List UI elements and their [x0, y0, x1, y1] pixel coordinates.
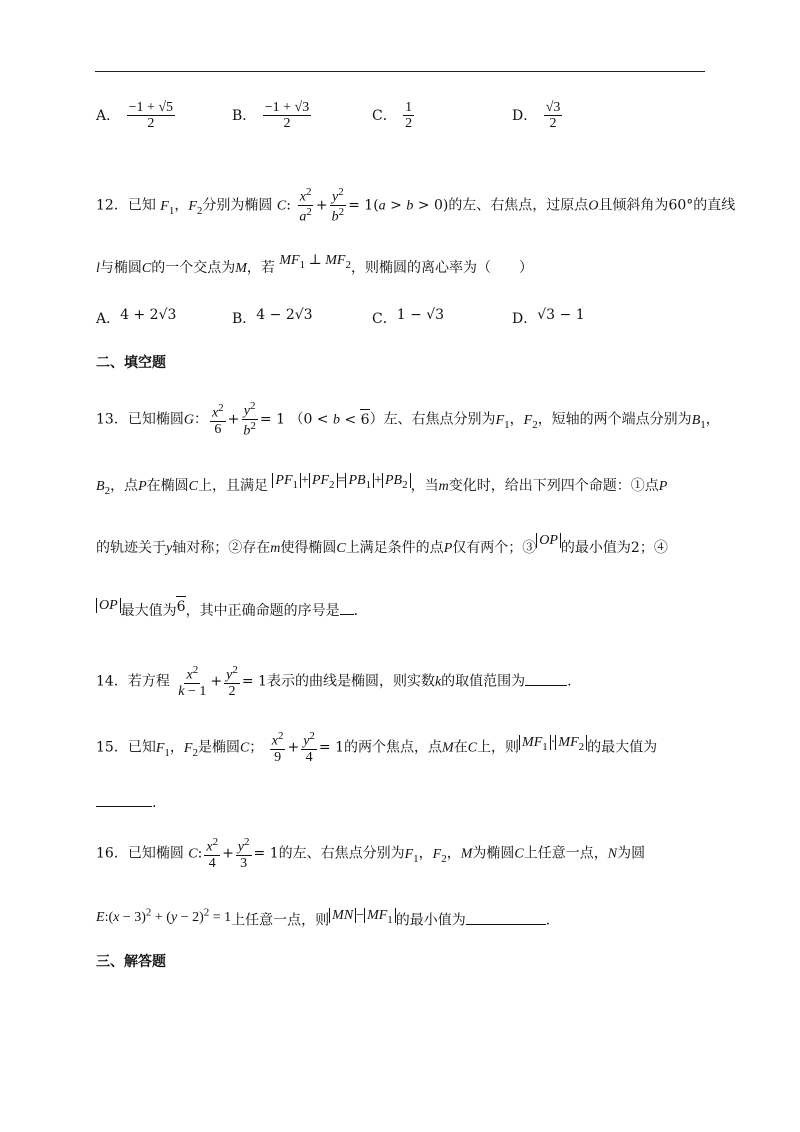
- text: 轴对称；②存在: [172, 540, 271, 556]
- text: ，则椭圆的离心率为（ ）: [350, 260, 533, 276]
- math-c: C: [141, 261, 152, 276]
- math-product: $MF_1 \cdot MF_2$: [519, 735, 587, 750]
- math-f1: $F_1$: [160, 198, 175, 217]
- math-f1: $F_1$: [155, 740, 170, 759]
- math-f1: $F_1$: [404, 846, 419, 865]
- q16-line-2: [96, 906, 550, 935]
- q13-line-1: 13．已知椭圆G： $\frac{x^2}{6}$ + $\frac{y^2}{b^2}$ = 1 （0 < b < 6）左、右焦点分别为$F_1$，$F_2$，短轴的两个端点分别为$B_1$，: [96, 400, 720, 439]
- text: ，当: [410, 478, 439, 494]
- answer-blank[interactable]: [466, 910, 546, 925]
- text: 的左、右焦点分别为: [278, 845, 405, 862]
- text: 的一个交点为: [151, 260, 236, 276]
- option-value: 4 − 2√3: [256, 307, 313, 323]
- q11-d-fraction: [544, 100, 563, 132]
- option-value: 1 − √3: [396, 307, 445, 323]
- question-number: 13．: [96, 411, 128, 428]
- text: 变化时，给出下列四个命题：①点: [448, 478, 659, 494]
- denominator: 2: [549, 116, 557, 132]
- option-label: B．: [232, 107, 257, 124]
- denominator: 2: [147, 116, 155, 132]
- text: 的取值范围为: [441, 673, 526, 690]
- math-p: P: [443, 541, 453, 556]
- math-m: M: [460, 846, 473, 862]
- math-difference: MN − $MF_1$: [329, 908, 396, 923]
- numerator: −1 + √5: [128, 100, 174, 115]
- math-frac-x2a2: $\frac{x^2}{a^2}$: [299, 186, 312, 225]
- question-number: 15．: [96, 739, 128, 756]
- math-b1: $B_1$: [691, 412, 706, 431]
- text: 的两个焦点，点: [344, 739, 443, 756]
- text: 的左、右焦点，过原点: [448, 197, 589, 214]
- math-c: C: [188, 846, 198, 862]
- math-op: OP: [96, 598, 121, 613]
- math-o: O: [588, 198, 599, 214]
- math-frac-y2b2: $\frac{y^2}{b^2}$: [331, 186, 345, 225]
- numerator: 1: [405, 100, 413, 115]
- text: .: [545, 912, 551, 929]
- math-frac-x2-k1: $\frac{x^2}{k - 1}$: [178, 664, 207, 700]
- q11-option-d[interactable]: [512, 100, 564, 132]
- option-label: D．: [512, 107, 538, 124]
- text: 的最大值为: [587, 739, 658, 756]
- section-2-title: 二、填空题: [96, 355, 166, 371]
- numerator: √3: [545, 100, 561, 115]
- q13-line-4: [96, 600, 358, 622]
- q15-line-2: [96, 792, 156, 813]
- denominator: 2: [283, 116, 291, 132]
- math-ellipse-c: C: [276, 198, 287, 214]
- math-m: m: [438, 479, 449, 494]
- text: 上，且满足: [197, 478, 268, 494]
- text: 上任意一点，: [523, 845, 608, 862]
- text: 分别为椭圆: [202, 197, 273, 214]
- math-frac-y2b2: $\frac{y^2}{b^2}$: [243, 400, 256, 439]
- text: 在椭圆: [146, 478, 189, 494]
- math-p: P: [138, 479, 147, 494]
- q11-b-fraction: [263, 100, 311, 132]
- option-label: B．: [232, 311, 257, 327]
- q11-a-fraction: [127, 100, 175, 132]
- math-p: P: [658, 479, 668, 494]
- text: 若方程: [127, 673, 170, 690]
- angle-value: 60°: [668, 197, 694, 214]
- text: ，其中正确命题的序号是: [185, 603, 340, 619]
- text: 与椭圆: [99, 260, 142, 276]
- text: 表示的曲线是椭圆，则实数: [266, 673, 435, 690]
- text: 的最小值为: [395, 912, 466, 929]
- q12-option-c[interactable]: [372, 308, 444, 328]
- math-op: OP: [536, 533, 561, 548]
- math-sqrt6: 6: [177, 599, 186, 615]
- text: 为椭圆: [472, 845, 515, 862]
- math-n: N: [607, 846, 618, 862]
- math-l: l: [96, 261, 100, 276]
- text: 已知: [127, 739, 156, 756]
- header-rule: [95, 71, 705, 72]
- text: 上，则: [477, 739, 520, 756]
- math-c: C: [188, 479, 198, 494]
- text: 已知椭圆: [127, 411, 184, 428]
- section-3-title: 三、解答题: [96, 954, 166, 970]
- answer-blank[interactable]: [96, 792, 152, 807]
- q12-line-1: 12．已知 $F_1$，$F_2$分别为椭圆 C: $\frac{x^2}{a^2}$ + $\frac{y^2}{b^2}$ = 1(a > b > 0)的左、右焦点，过原点O且倾斜角为60°的直线: [96, 186, 736, 225]
- text: 上任意一点，则: [231, 912, 330, 929]
- q11-option-b[interactable]: [232, 100, 313, 132]
- q11-option-a[interactable]: [96, 100, 177, 132]
- q13-line-2: [96, 473, 668, 501]
- option-value: √3 − 1: [537, 307, 585, 323]
- answer-blank[interactable]: [525, 671, 567, 686]
- text: 为圆: [617, 845, 646, 862]
- q13-line-3: [96, 533, 668, 559]
- text: .: [567, 673, 572, 690]
- text: .: [353, 603, 359, 619]
- q12-option-b[interactable]: [232, 308, 313, 328]
- math-frac-y2-4: $\frac{y^2}{4}$: [303, 730, 315, 766]
- math-b2: $B_2$: [96, 479, 111, 497]
- option-value: 4 + 2√3: [120, 307, 177, 323]
- q12-option-a[interactable]: [96, 308, 176, 328]
- text: 的最小值为2；④: [560, 540, 668, 556]
- text: 最大值为: [120, 603, 177, 619]
- option-label: D．: [512, 311, 538, 327]
- math-mf1-perp-mf2: $MF_1$ ⊥ $MF_2$: [279, 253, 351, 271]
- denominator: 2: [405, 116, 413, 132]
- text: ，点: [110, 478, 139, 494]
- q12-line-2: [96, 253, 533, 283]
- option-label: A．: [96, 311, 121, 327]
- math-k: k: [434, 674, 442, 690]
- math-frac-y2-2: $\frac{y^2}{2}$: [226, 664, 238, 700]
- math-y: y: [166, 541, 173, 556]
- math-c: C: [239, 740, 250, 756]
- math-m: m: [270, 541, 281, 556]
- math-frac-x2-4: $\frac{x^2}{4}$: [206, 836, 219, 872]
- q14-line-1: 14．若方程 $\frac{x^2}{k - 1}$ + $\frac{y^2}{2}$ = 1表示的曲线是椭圆，则实数k的取值范围为 .: [96, 664, 572, 700]
- q16-line-1: 16．已知椭圆 C: $\frac{x^2}{4}$ + $\frac{y^2}{3}$ = 1的左、右焦点分别为$F_1$，$F_2$，M为椭圆C上任意一点，N为圆: [96, 836, 646, 872]
- math-condition: $PF_1 + PF_2 = PB_1 + PB_2$: [272, 473, 410, 488]
- math-f2: $F_2$: [188, 198, 203, 217]
- math-f2: $F_2$: [183, 740, 198, 759]
- text: 左、右焦点分别为: [383, 411, 496, 428]
- math-m: M: [442, 740, 454, 756]
- answer-blank[interactable]: [340, 600, 354, 615]
- q11-option-c[interactable]: [372, 100, 416, 132]
- text: ，若: [246, 260, 275, 276]
- text: 在: [453, 739, 468, 756]
- math-c: C: [336, 541, 346, 556]
- math-frac-y2-3: $\frac{y^2}{3}$: [237, 836, 250, 872]
- option-label: C．: [372, 107, 397, 124]
- text: .: [152, 795, 157, 811]
- math-c: C: [514, 846, 524, 862]
- math-g: G: [183, 412, 194, 428]
- text: 是椭圆: [197, 739, 240, 756]
- text: 仅有两个；③: [452, 540, 537, 556]
- text: ，短轴的两个端点分别为: [537, 411, 692, 428]
- q12-option-d[interactable]: [512, 308, 585, 328]
- text: 使得椭圆: [280, 540, 337, 556]
- text: 的直线: [693, 197, 736, 214]
- question-number: 16．: [96, 845, 128, 862]
- question-number: 14．: [96, 673, 128, 690]
- math-f2: $F_2$: [523, 412, 538, 431]
- text: 的轨迹关于: [96, 540, 166, 556]
- text: 已知椭圆: [127, 845, 184, 862]
- math-f2: $F_2$: [432, 846, 447, 865]
- numerator: −1 + √3: [264, 100, 310, 115]
- math-f1: $F_1$: [495, 412, 510, 431]
- math-frac-x2-6: $\frac{x^2}{6}$: [211, 401, 224, 437]
- option-label: C．: [372, 311, 397, 327]
- q11-c-fraction: [403, 100, 414, 132]
- math-frac-x2-9: $\frac{x^2}{9}$: [271, 730, 284, 766]
- question-number: 12．: [96, 197, 128, 214]
- text: 上满足条件的点: [345, 540, 444, 556]
- math-m: M: [235, 261, 247, 276]
- math-circle-e: E:(x − $3)^2 + (y - 2)^2 = 1$: [96, 906, 232, 925]
- text: 已知: [127, 197, 156, 214]
- q15-line-1: 15．已知$F_1$，$F_2$是椭圆C； $\frac{x^2}{9}$ + $\frac{y^2}{4}$ = 1的两个焦点，点M在C上，则 $MF_1 \cdot MF_2$ 的最大值为: [96, 730, 658, 766]
- text: 且倾斜角为: [598, 197, 669, 214]
- math-c: C: [467, 740, 478, 756]
- option-label: A．: [96, 107, 121, 124]
